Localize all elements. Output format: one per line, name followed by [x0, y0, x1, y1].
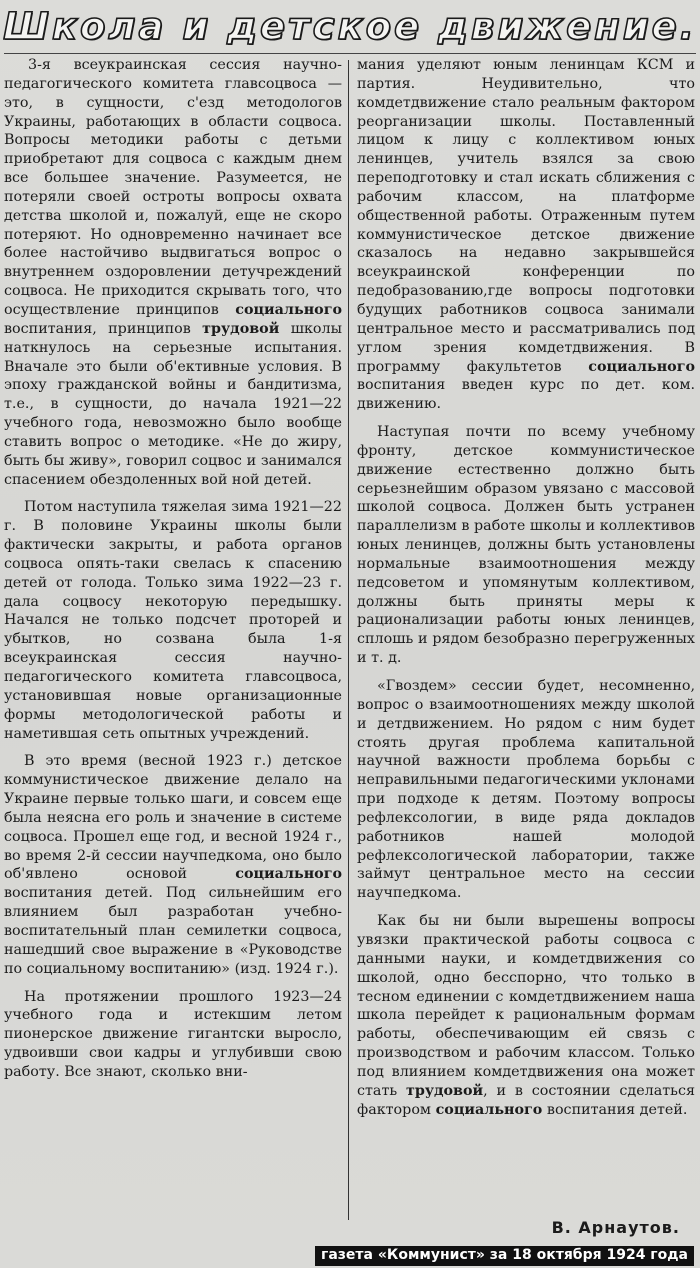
- right-column: [357, 56, 695, 1128]
- paragraph: На протяжении прошлого 1923—24 учебного года и истекшим летом пионерское движение гигантски выросло, удвоивши свои кадры и углубивши свою работу. Все знают, сколько вни-: [4, 988, 342, 1080]
- paragraph: 3-я всеукраинская сессия научно-педагогического комитета главсоцвоса — это, в сущности, с'езд методологов Украины, работающих в области соцвоса. Вопросы методики работы с детьми приобретают для соцвоса с каждым днем все большее значение. Разумеется, не потеряли своей остроты вопросы охвата детства школой и, пожалуй, еще не скоро потеряют. Но одновременно начинает все более настойчиво выдвигаться вопрос о внутреннем оздоровлении детучреждений соцвоса. Не приходится скрывать того, что осуществление принципов социального воспитания, принципов трудовой школы наткнулось на серьезные испытания. Вначале это были об'ективные условия. В эпоху гражданской войны и бандитизма, т.е., в сущности, до начала 1921—22 учебного года, невозможно было вообще ставить вопрос о методике. «Не до жиру, быть бы живу», говорил соцвос и занимался спасением обездоленных вой ной детей.: [4, 57, 342, 488]
- paragraph: В это время (весной 1923 г.) детское коммунистическое движение делало на Украине первые только шаги, и совсем еще была неясна его роль и значение в системе соцвоса. Прошел еще год, и весной 1924 г., во время 2-й сессии научпедкома, оно было об'явлено основой социального воспитания детей. Под сильнейшим его влиянием был разработан учебно-воспитательный план семилетки соцвоса, нашедший свое выражение в «Руководстве по социальному воспитанию» (изд. 1924 г.).: [4, 753, 342, 977]
- paragraph: Как бы ни были вырешены вопросы увязки практической работы соцвоса с данными науки, и комдетдвижения со школой, одно бесспорно, что только в тесном единении с комдетдвижением наша школа перейдет к рациональным формам работы, обеспечивающим ей связь с производством и рабочим классом. Только под влиянием комдетдвижения она может стать трудовой, и в состоянии сделаться фактором социального воспитания детей.: [357, 913, 695, 1118]
- paragraph: «Гвоздем» сессии будет, несомненно, вопрос о взаимоотношениях между школой и детдвижением. Но рядом с ним будет стоять другая проблема капитальной научной важности проблема борьбы с неправильными педагогическими уклонами при подходе к детям. Поэтому вопросы рефлексологии, в виде ряда докладов работников нашей молодой рефлексологической лаборатории, также займут центральное место на сессии научпедкома.: [357, 678, 695, 902]
- headline: Школа и детское движение.: [3, 5, 697, 48]
- column-divider: [348, 60, 349, 1220]
- paragraph: Наступая почти по всему учебному фронту, детское коммунистическое движение естественно должно быть серьезнейшим образом увязано с массовой школой соцвоса. Должен быть устранен параллелизм в работе школы и коллективов юных ленинцев, должны быть установлены нормальные взаимоотношения между педсоветом и упомянутым коллективом, должны быть приняты меры к рационализации работы юных ленинцев, сплошь и рядом безобразно перегруженных и т. д.: [357, 424, 695, 667]
- paragraph: мания уделяют юным ленинцам КСМ и партия. Неудивительно, что комдетдвижение стало реальным фактором реорганизации школы. Поставленный лицом к лицу с коллективом юных ленинцев, учитель взялся за свою переподготовку и стал искать сближения с рабочим классом, на платформе общественной работы. Отраженным путем коммунистическое детское движение сказалось на недавно закрывшейся всеукраинской конференции по педобразованию,где вопросы подготовки будущих работников соцвоса занимали центральное место и рассматривались под углом зрения комдетдвижения. В программу факультетов социального воспитания введен курс по дет. ком. движению.: [357, 57, 695, 413]
- paragraph: Потом наступила тяжелая зима 1921—22 г. В половине Украины школы были фактически закрыты, и работа органов соцвоса опять-таки свелась к спасению детей от голода. Только зима 1922—23 г. дала соцвосу некоторую передышку. Начался не только подсчет проторей и убытков, но созвана была 1-я всеукраинская сессия научно-педагогического комитета главсоцвоса, установившая новые организационные формы методологической работы и наметившая сеть опытных учреждений.: [4, 499, 342, 742]
- author-signature: В. Арнаутов.: [551, 1218, 680, 1237]
- source-caption: газета «Коммунист» за 18 октября 1924 года: [315, 1246, 694, 1266]
- left-column: [4, 56, 342, 1091]
- headline-rule: [4, 53, 696, 54]
